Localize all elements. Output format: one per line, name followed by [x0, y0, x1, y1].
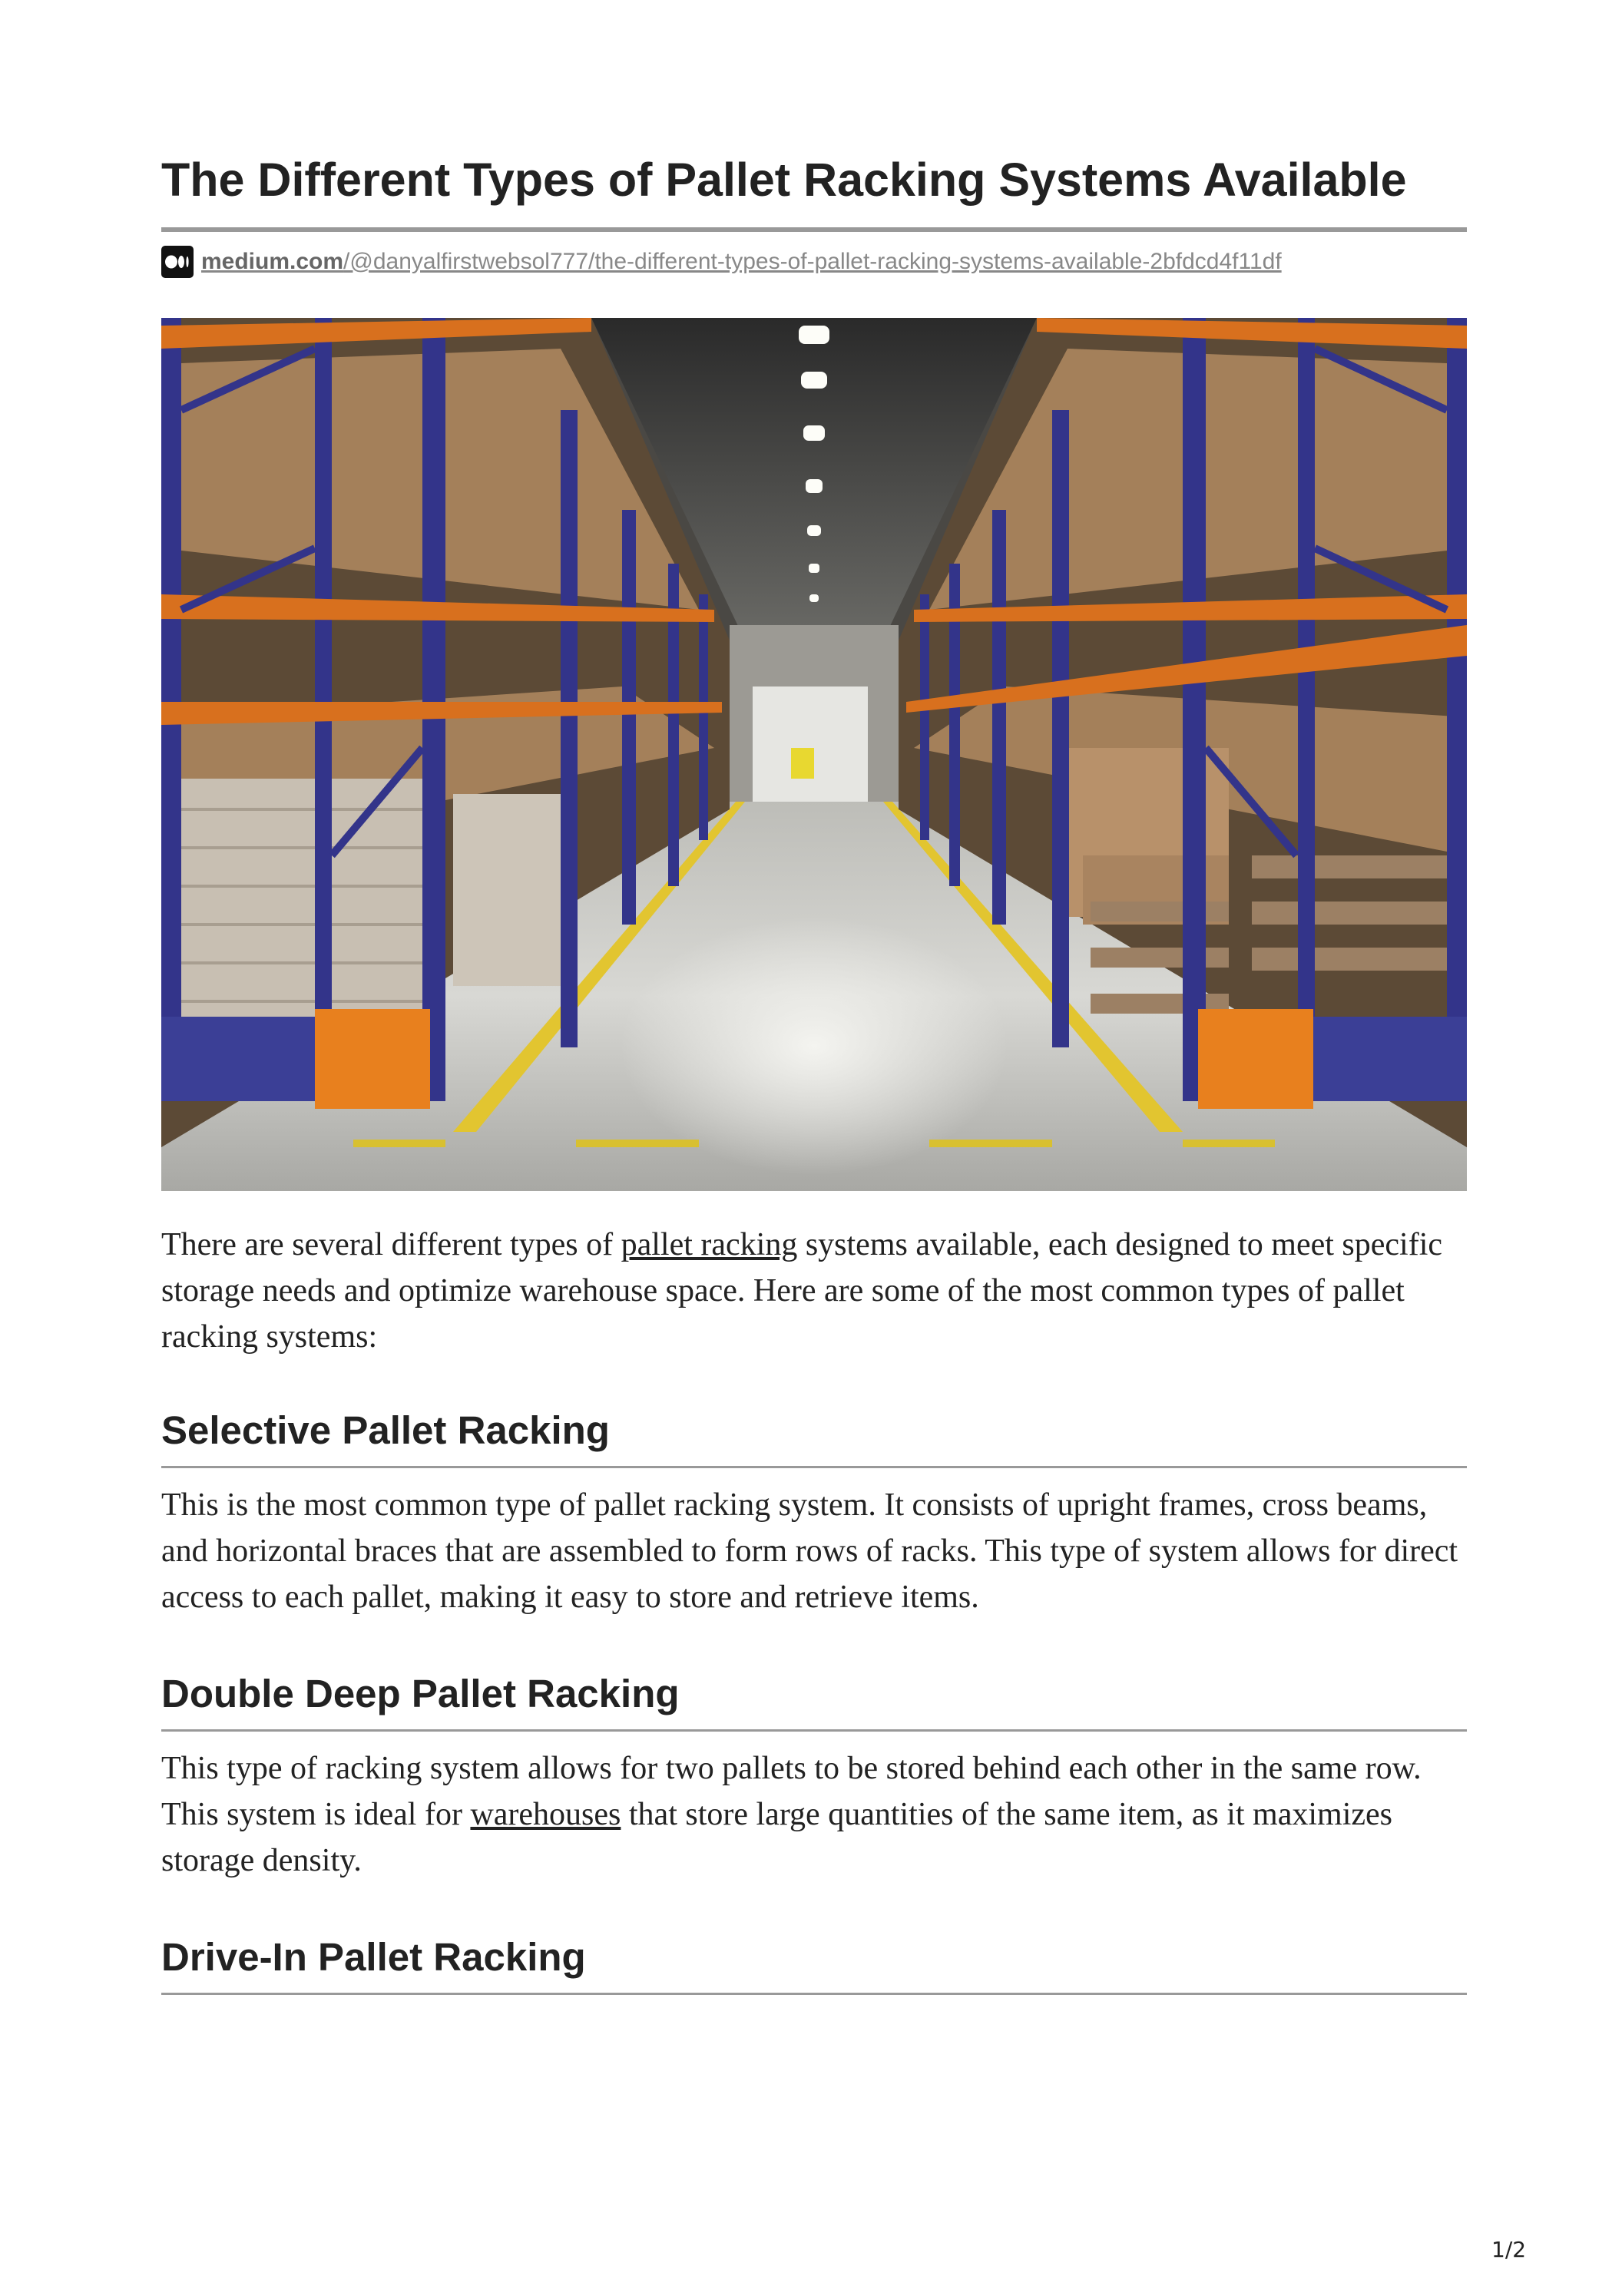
- medium-logo-icon: [161, 246, 194, 278]
- section-body-selective: This is the most common type of pallet racking system. It consists of upright frames, cross beams, and horizontal braces that are assembled to form rows of racks. This type of system allows for direct access to each pallet, making it easy to store and retrieve items.: [161, 1487, 1458, 1615]
- section-heading-drive-in: Drive-In Pallet Racking: [161, 1933, 1467, 1995]
- section-body-double-deep: [161, 1745, 1467, 1884]
- article: [161, 151, 1467, 1995]
- intro-text-end: systems available, each designed to meet specific storage needs and optimize warehouse space. Here are some of the most common types of pallet racking systems:: [161, 1227, 1443, 1355]
- section-heading-double-deep: Double Deep Pallet Racking: [161, 1669, 1467, 1732]
- article-title: The Different Types of Pallet Racking Systems Available: [161, 151, 1467, 232]
- source-domain: medium.com: [201, 249, 344, 274]
- page-number: 1/2: [1491, 2237, 1527, 2262]
- warehouses-link[interactable]: warehouses: [470, 1797, 621, 1832]
- section-heading-selective: Selective Pallet Racking: [161, 1406, 1467, 1468]
- intro-text-start: There are several different types of: [161, 1227, 621, 1262]
- double-deep-text-start: This type of racking system allows for two pallets to be stored behind each other in the same row. This system is ideal for: [161, 1751, 1422, 1832]
- intro-paragraph: [161, 1222, 1467, 1360]
- pallet-racking-link[interactable]: pallet racking: [621, 1227, 798, 1262]
- warehouse-hero-image: [161, 318, 1467, 1191]
- source-path: /@danyalfirstwebsol777/the-different-types-of-pallet-racking-systems-available-2bfdcd4f11df: [343, 249, 1282, 274]
- source-line: [161, 244, 1467, 280]
- double-deep-text-end: that store large quantities of the same item, as it maximizes storage density.: [161, 1797, 1393, 1878]
- source-link[interactable]: [201, 249, 1282, 275]
